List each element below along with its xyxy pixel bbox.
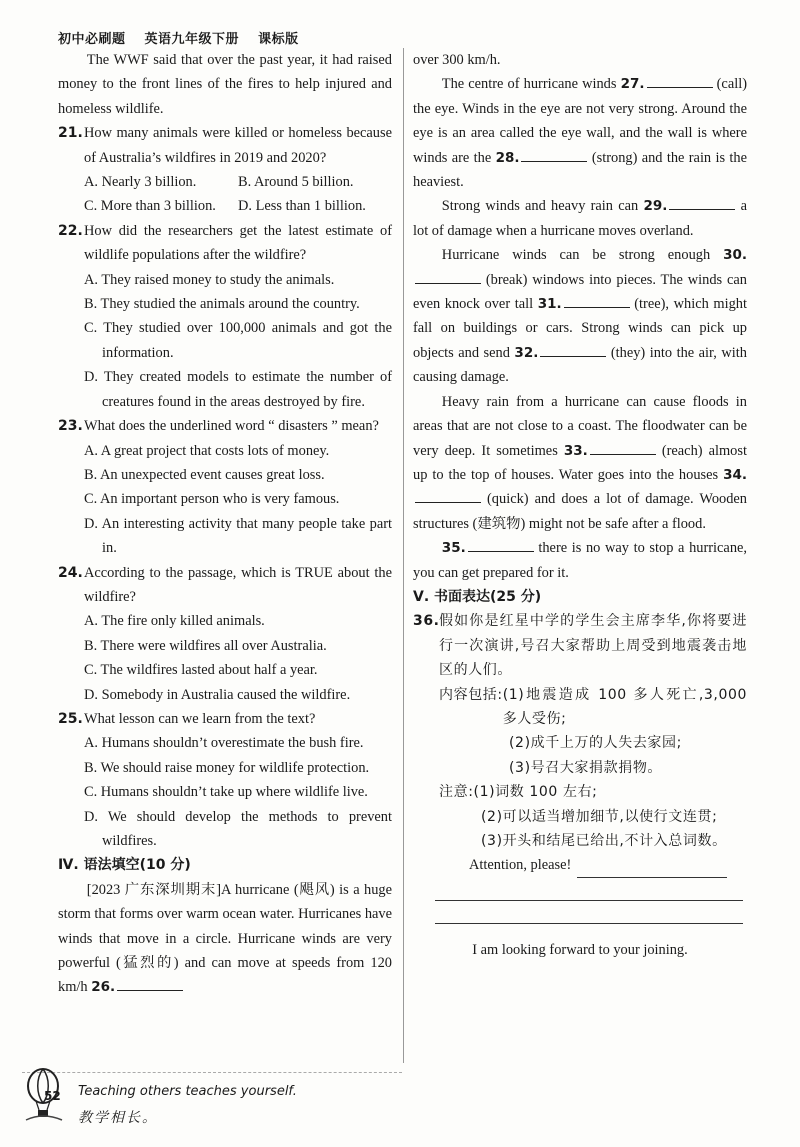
column-divider (403, 48, 404, 1063)
blank-32-input[interactable] (540, 343, 606, 357)
section-4-title: Ⅳ. 语法填空(10 分) (58, 857, 191, 874)
option-c[interactable]: C. They studied over 100,000 animals and got the information. (84, 320, 392, 361)
question-text: What lesson can we learn from the text? (84, 710, 316, 727)
passage-hurricane-start (58, 878, 392, 1000)
option-d[interactable]: D. We should develop the methods to prevent wildfires. (84, 808, 392, 849)
passage-text: (tree), which might fall on buildings or cars. Strong winds can pick up objects and send (413, 296, 747, 361)
blank-number: 35. (441, 540, 466, 557)
opening-text: Attention, please! (469, 857, 572, 874)
blank-29-input[interactable] (669, 196, 735, 210)
paragraph (413, 72, 747, 194)
book-series: 初中必刷题 (58, 32, 126, 47)
passage-text: Strong winds and heavy rain can (441, 198, 639, 215)
footer-motto-zh: 教学相长。 (78, 1110, 158, 1126)
option-a[interactable]: A. A great project that costs lots of money. (84, 442, 330, 459)
option-a[interactable]: A. Nearly 3 billion. (84, 174, 197, 191)
closing-text: I am looking forward to your joining. (472, 941, 688, 958)
blank-number: 27. (620, 76, 645, 93)
book-edition: 课标版 (258, 32, 299, 47)
option-d[interactable]: D. Somebody in Australia caused the wildfire. (84, 686, 351, 703)
passage-source: [2023 广东深圳期末] (86, 881, 222, 898)
passage-text: there is no way to stop a hurricane, you can get prepared for it. (413, 540, 747, 581)
blank-number: 30. (723, 247, 747, 264)
right-column (413, 48, 747, 962)
passage-text: (reach) almost up to the top of houses. Water goes into the houses (413, 442, 747, 483)
question-number: 21. (58, 125, 83, 142)
option-c[interactable]: C. Humans shouldn’t take up where wildlife live. (84, 784, 368, 801)
blank-number: 32. (514, 344, 539, 361)
paragraph (413, 536, 747, 585)
footer-motto-en: Teaching others teaches yourself. (78, 1084, 297, 1099)
blank-number: 28. (495, 149, 520, 166)
content-label: 内容包括: (439, 686, 503, 703)
content-item-1: (1)地震造成 100 多人死亡,3,000 多人受伤; (502, 686, 747, 727)
option-b[interactable]: B. They studied the animals around the country. (84, 296, 360, 313)
passage-text: (call) the eye. Winds in the eye are not very strong. Around the eye is an area called the eye wall, and the wall is where winds are the (413, 76, 747, 166)
passage-text: Hurricane winds can be strong enough (441, 247, 711, 264)
page-footer (22, 1068, 402, 1138)
writing-line-3[interactable] (435, 923, 743, 924)
page-number: 52 (44, 1089, 61, 1103)
section-5-title: Ⅴ. 书面表达(25 分) (413, 588, 542, 605)
option-a[interactable]: A. They raised money to study the animals. (84, 271, 335, 288)
blank-number: 26. (91, 979, 116, 996)
blank-31-input[interactable] (564, 294, 630, 308)
question-21 (58, 121, 392, 170)
option-b[interactable]: B. There were wildfires all over Australia. (84, 637, 327, 654)
question-number: 25. (58, 710, 83, 727)
passage-text: (strong) and the rain is the heaviest. (413, 149, 747, 191)
blank-28-input[interactable] (521, 148, 587, 162)
left-column (58, 48, 392, 1000)
content-row (439, 683, 747, 732)
blank-number: 34. (723, 466, 747, 483)
option-a[interactable]: A. The fire only killed animals. (84, 613, 265, 630)
option-a[interactable]: A. Humans shouldn’t overestimate the bush fire. (84, 735, 364, 752)
option-c[interactable]: C. More than 3 billion. (84, 198, 216, 215)
blank-number: 31. (537, 296, 562, 313)
blank-30-input[interactable] (415, 270, 481, 284)
passage-text: (break) windows into pieces. The winds can even knock over tall (413, 271, 747, 313)
option-b[interactable]: B. An unexpected event causes great loss. (84, 466, 325, 483)
question-36 (413, 609, 747, 682)
passage-text: a lot of damage when a hurricane moves overland. (413, 198, 747, 239)
note-2: (2)可以适当增加细节,以使行文连贯; (481, 808, 718, 825)
blank-number: 33. (563, 442, 588, 459)
question-number: 36. (413, 613, 440, 630)
blank-35-input[interactable] (468, 538, 534, 552)
book-subject: 英语九年级下册 (144, 32, 240, 47)
question-text: What does the underlined word “ disasters ” mean? (84, 418, 379, 435)
options-row (58, 194, 392, 218)
question-text: According to the passage, which is TRUE about the wildfire? (84, 564, 392, 605)
notes-label: 注意: (439, 784, 474, 801)
question-22 (58, 219, 392, 268)
paragraph (413, 243, 747, 389)
question-number: 22. (58, 222, 83, 239)
blank-number: 29. (643, 198, 668, 215)
option-c[interactable]: C. An important person who is very famous. (84, 491, 340, 508)
option-c[interactable]: C. The wildfires lasted about half a year. (84, 662, 318, 679)
content-requirements (413, 683, 747, 854)
blank-26-input[interactable] (117, 977, 183, 991)
blank-27-input[interactable] (647, 74, 713, 88)
options-row (58, 170, 392, 194)
passage-intro: The WWF said that over the past year, it had raised money to the front lines of the fires to help injured and homeless wildlife. (58, 52, 392, 117)
notes-row (439, 780, 747, 804)
passage-text: (they) into the air, with causing damage. (413, 344, 747, 386)
question-text: 假如你是红星中学的学生会主席李华,你将要进行一次演讲,号召大家帮助上周受到地震袭击地区的人们。 (439, 613, 747, 679)
passage-text: The centre of hurricane winds (441, 76, 617, 93)
paragraph (413, 390, 747, 536)
writing-line-1[interactable] (577, 864, 727, 878)
paragraph (413, 194, 747, 243)
passage-text: (quick) and does a lot of damage. Wooden structures (建筑物) might not be safe after a flood. (413, 491, 747, 532)
option-d[interactable]: D. Less than 1 billion. (238, 198, 366, 215)
content-item-3: (3)号召大家捐款捐物。 (509, 759, 663, 776)
opening-line (413, 853, 747, 877)
note-3: (3)开头和结尾已给出,不计入总词数。 (481, 833, 727, 849)
passage-text: A hurricane (飓风) is a huge storm that forms over warm ocean water. Hurricanes have winds that move in a circle. Hurricane winds are very powerful (猛烈的) and can move at speeds from 120 km/h (58, 881, 392, 996)
writing-line-2[interactable] (435, 900, 743, 901)
question-text: How did the researchers get the latest estimate of wildlife populations after the wildfire? (84, 222, 392, 264)
question-23 (58, 414, 392, 438)
blank-33-input[interactable] (590, 441, 656, 455)
question-number: 23. (58, 418, 83, 435)
content-item-2: (2)成千上万的人失去家园; (509, 735, 682, 752)
option-b[interactable]: B. We should raise money for wildlife protection. (84, 759, 370, 776)
option-d[interactable]: D. They created models to estimate the number of creatures found in the areas destroyed by fire. (84, 369, 392, 410)
option-d[interactable]: D. An interesting activity that many people take part in. (84, 515, 392, 557)
option-b[interactable]: B. Around 5 billion. (238, 174, 354, 191)
question-text: How many animals were killed or homeless because of Australia’s wildfires in 2019 and 2020? (84, 125, 392, 166)
footer-dashed-line (22, 1072, 402, 1073)
passage-continuation: over 300 km/h. (413, 52, 501, 68)
question-24 (58, 561, 392, 610)
question-number: 24. (58, 564, 83, 581)
passage-text: Heavy rain from a hurricane can cause floods in areas that are not close to a coast. The floodwater can be very deep. It sometimes (413, 393, 747, 459)
blank-34-input[interactable] (415, 489, 481, 503)
note-1: (1)词数 100 左右; (473, 784, 598, 801)
question-25 (58, 707, 392, 731)
